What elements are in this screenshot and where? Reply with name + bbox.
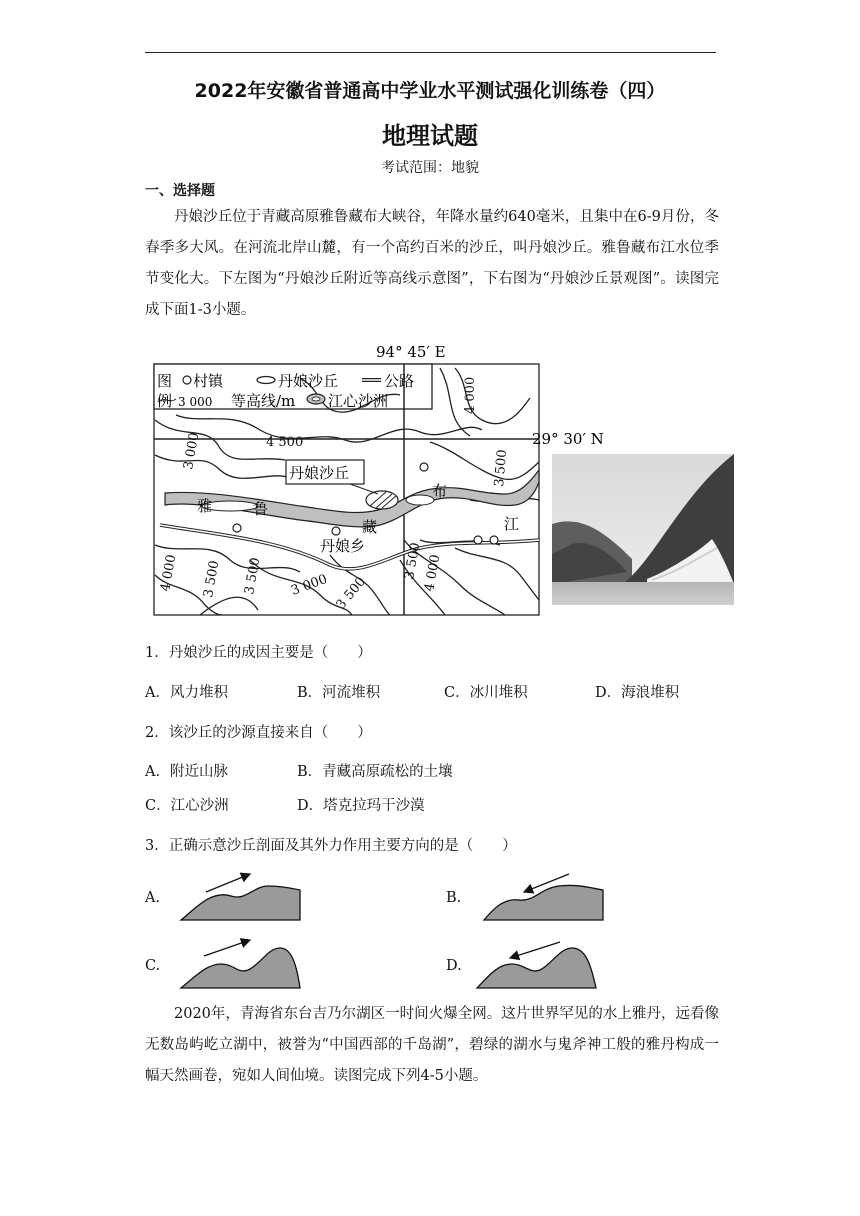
- q2-option-c[interactable]: C．江心沙洲: [145, 798, 229, 814]
- river-char-lu: 鲁: [253, 500, 269, 518]
- contour-label: 3 500: [492, 448, 511, 488]
- legend-islet: 江心沙洲: [328, 392, 389, 410]
- contour-label: 4 000: [158, 553, 180, 593]
- exam-title: 2022年安徽省普通高中学业水平测试强化训练卷（四）: [194, 80, 666, 102]
- q3-option-b-label[interactable]: B.: [446, 890, 462, 906]
- contour-label: 3 500: [333, 574, 369, 613]
- q1-option-a[interactable]: A．风力堆积: [145, 685, 228, 701]
- q2-option-b[interactable]: B．青藏高原疏松的土壤: [297, 764, 453, 780]
- legend-contour-value: 3 000: [178, 395, 213, 409]
- river-char-zang: 藏: [362, 518, 378, 536]
- contour-label: 4 000: [422, 553, 444, 593]
- q3-option-d-label[interactable]: D.: [446, 958, 462, 974]
- question-1-stem: 1．丹娘沙丘的成因主要是（ ）: [145, 645, 372, 661]
- legend-village: 村镇: [193, 372, 224, 390]
- contour-label: 4 000: [463, 376, 478, 414]
- exam-subject: 地理试题: [382, 122, 478, 150]
- longitude-label: 94° 45′ E: [376, 343, 446, 361]
- q3-profile-c[interactable]: [176, 936, 306, 992]
- q3-option-c-label[interactable]: C.: [145, 958, 161, 974]
- dune-callout-label: 丹娘沙丘: [289, 464, 350, 482]
- q2-option-a[interactable]: A．附近山脉: [145, 764, 228, 780]
- legend-heading-1: 图: [157, 372, 173, 390]
- q3-profile-a[interactable]: [176, 868, 306, 924]
- q1-option-d[interactable]: D．海浪堆积: [595, 685, 680, 701]
- contour-label: 4 500: [266, 435, 304, 450]
- q3-profile-d[interactable]: [472, 936, 602, 992]
- passage-yardang: 2020年，青海省东台吉乃尔湖区一时间火爆全网。这片世界罕见的水上雅丹，远看像无数岛屿屹立湖中，被誉为“中国西部的千岛湖”，碧绿的湖水与鬼斧神工般的雅丹构成一幅天然画卷，宛如人间仙境。读图完成下列4-5小题。: [145, 1006, 719, 1084]
- legend-dune: 丹娘沙丘: [278, 372, 339, 390]
- header-rule: [145, 52, 716, 53]
- q1-option-c[interactable]: C．冰川堆积: [444, 685, 528, 701]
- river-char-ya: 雅: [197, 497, 213, 515]
- q1-option-b[interactable]: B．河流堆积: [297, 685, 381, 701]
- legend-road: 公路: [384, 372, 415, 390]
- q3-profile-b[interactable]: [479, 868, 609, 924]
- township-label: 丹娘乡: [320, 537, 366, 555]
- passage-dune: 丹娘沙丘位于青藏高原雅鲁藏布大峡谷，年降水量约640毫米，且集中在6-9月份，冬春季多大风。在河流北岸山麓，有一个高约百米的沙丘，叫丹娘沙丘。雅鲁藏布江水位季节变化大。下左图为“丹娘沙丘附近等高线示意图”，下右图为“丹娘沙丘景观图”。读图完成下面1-3小题。: [145, 209, 719, 318]
- contour-label: 3 500: [242, 556, 264, 596]
- river-char-bu: 布: [432, 482, 448, 500]
- section-heading: 一、选择题: [145, 183, 215, 199]
- latitude-label: 29° 30′ N: [532, 430, 604, 448]
- contour-label: 3 500: [201, 559, 223, 599]
- question-3-stem: 3．正确示意沙丘剖面及其外力作用主要方向的是（ ）: [145, 838, 517, 854]
- dune-landscape-photo: [552, 454, 734, 605]
- contour-label: 3 000: [289, 571, 330, 599]
- contour-label: 3 000: [181, 431, 203, 471]
- contour-label: 3 500: [402, 541, 424, 581]
- q3-option-a-label[interactable]: A.: [145, 890, 161, 906]
- legend-contour: 等高线/m: [231, 392, 296, 410]
- exam-scope: 考试范围：地貌: [381, 160, 479, 176]
- river-char-jiang: 江: [504, 515, 520, 533]
- legend-heading-2: 例: [157, 392, 173, 410]
- question-2-stem: 2．该沙丘的沙源直接来自（ ）: [145, 725, 372, 741]
- contour-map: [148, 342, 604, 624]
- q2-option-d[interactable]: D．塔克拉玛干沙漠: [297, 798, 425, 814]
